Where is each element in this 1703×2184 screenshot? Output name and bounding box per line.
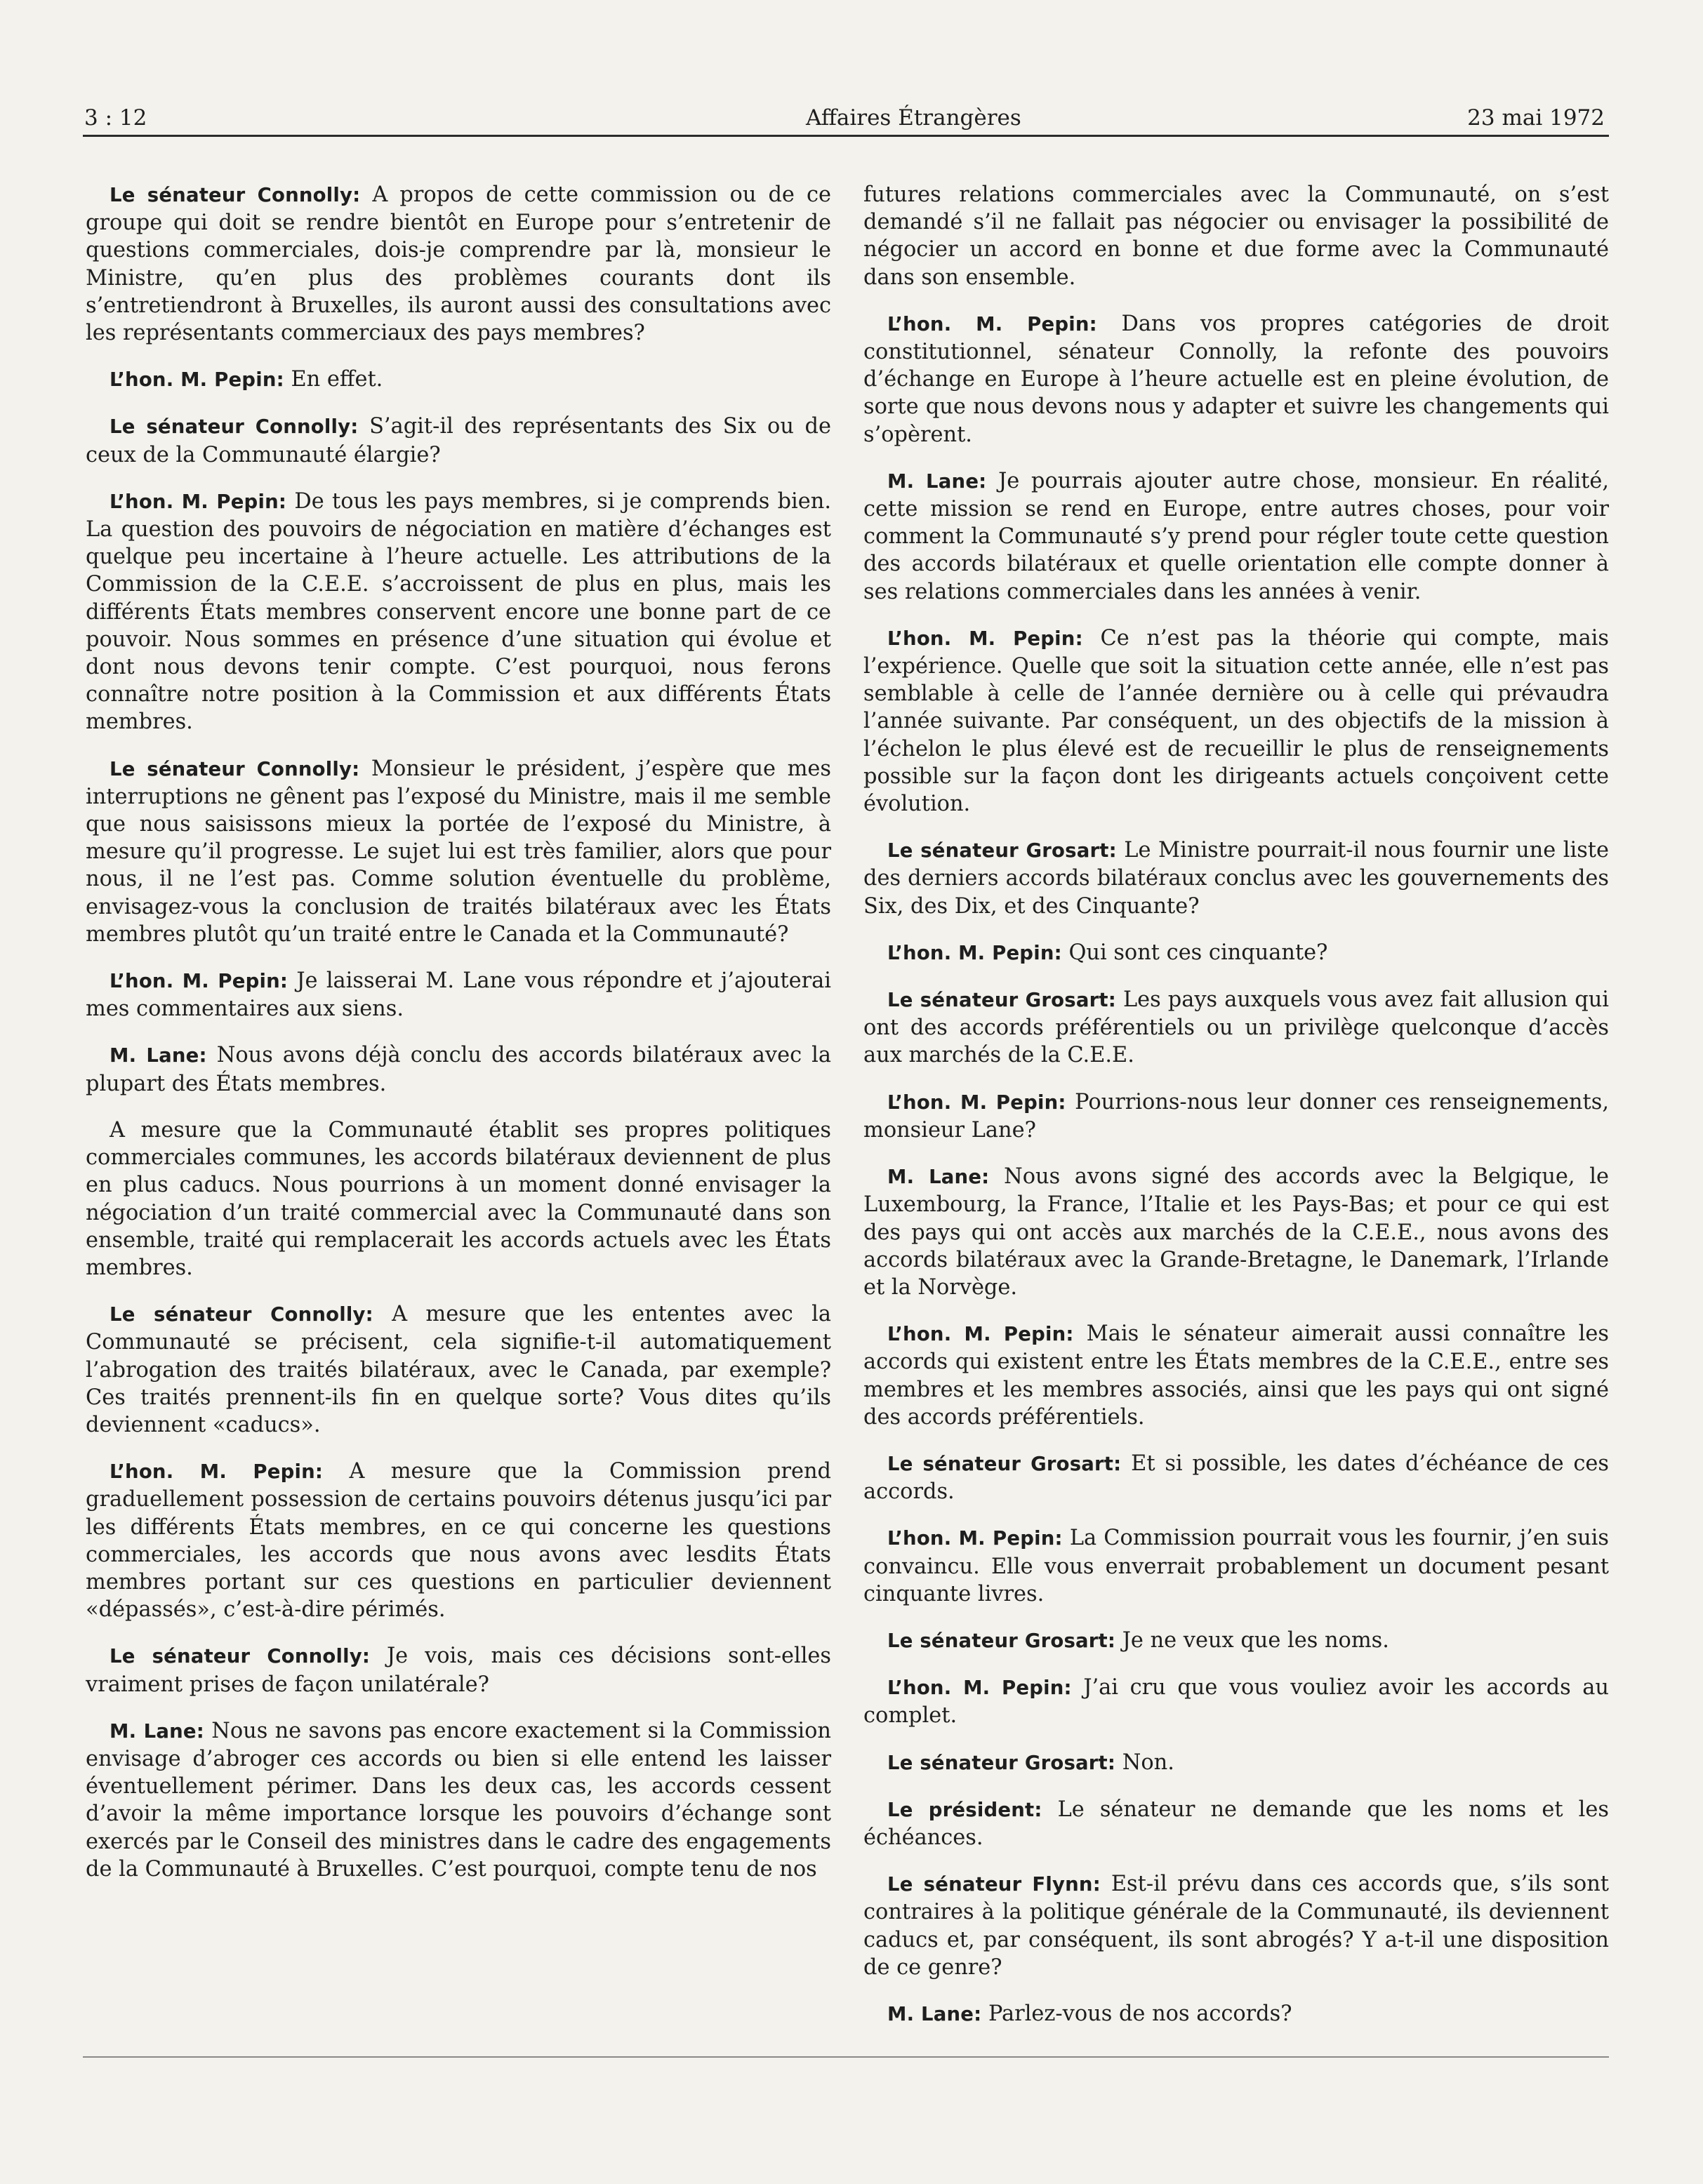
transcript-paragraph <box>863 939 1609 967</box>
paragraph-text: De tous les pays membres, si je comprends bien. La question des pouvoirs de négociation en matière d’échanges est quelque peu incertaine à l’heure actuelle. Les attributions de la Commission de la C.E.E. s’accroissent de plus en plus, mais les différents États membres conservent encore une bonne part de ce pouvoir. Nous sommes en présence d’une situation qui évolue et dont nous devons tenir compte. C’est pourquoi, nous ferons connaître notre position à la Commission et aux différents États membres. <box>86 488 831 735</box>
transcript-paragraph <box>863 1627 1609 1655</box>
transcript-paragraph <box>86 1642 831 1698</box>
speaker-name: Le sénateur Flynn: <box>887 1873 1101 1896</box>
speaker-name: Le sénateur Connolly: <box>110 1303 373 1326</box>
transcript-paragraph <box>86 366 831 394</box>
paragraph-text: A propos de cette commission ou de ce groupe qui doit se rendre bientôt en Europe pour s’entretenir de questions commerciales, dois-je comprendre par là, monsieur le Ministre, qu’en plus des problèmes courants dont ils s’entretiendront à Bruxelles, ils auront aussi des consultations avec les représentants commerciaux des pays membres? <box>86 182 831 346</box>
header-date: 23 mai 1972 <box>1467 105 1605 131</box>
transcript-paragraph <box>86 755 831 948</box>
paragraph-text: Nous ne savons pas encore exactement si la Commission envisage d’abroger ces accords ou bien si elle entend les laisser éventuellement périmer. Dans les deux cas, les accords cessent d’avoir la même importance lorsque les pouvoirs d’échange sont exercés par le Conseil des ministres dans le cadre des engagements de la Communauté à Bruxelles. C’est pourquoi, compte tenu de nos <box>86 1718 831 1882</box>
speaker-name: L’hon. M. Pepin: <box>887 1323 1074 1346</box>
running-title: Affaires Étrangères <box>806 105 1021 131</box>
transcript-paragraph <box>863 1674 1609 1729</box>
transcript-paragraph <box>863 1088 1609 1144</box>
speaker-name: Le sénateur Grosart: <box>887 1751 1116 1774</box>
transcript-paragraph <box>86 1717 831 1883</box>
speaker-name: Le sénateur Grosart: <box>887 989 1116 1012</box>
transcript-paragraph <box>863 2000 1609 2028</box>
paragraph-text: Nous avons signé des accords avec la Belgique, le Luxembourg, la France, l’Italie et les Pays-Bas; et pour ce qui est des pays qui ont accès aux marchés de la C.E.E., nous avons des accords bilatéraux avec la Grande-Bretagne, le Danemark, l’Irlande et la Norvège. <box>863 1164 1609 1300</box>
paragraph-text: Ce n’est pas la théorie qui compte, mais l’expérience. Quelle que soit la situation cette année, elle n’est pas semblable à celle de l’année dernière ou à celle qui prévaudra l’année suivante. Par conséquent, un des objectifs de la mission à l’échelon le plus élevé est de recueillir le plus de renseignements possible sur la façon dont les dirigeants actuels conçoivent cette évolution. <box>863 625 1610 817</box>
transcript-paragraph <box>86 1458 831 1623</box>
transcript-paragraph <box>863 1524 1609 1608</box>
transcript-paragraph <box>863 467 1609 606</box>
paragraph-text: Je vois, mais ces décisions sont-elles vraiment prises de façon unilatérale? <box>86 1644 831 1697</box>
speaker-name: L’hon. M. Pepin: <box>110 970 289 993</box>
right-column <box>863 181 1609 2047</box>
paragraph-text: Les pays auxquels vous avez fait allusion qui ont des accords préférentiels ou un privilège quelconque d’accès aux marchés de la C.E.E. <box>863 987 1609 1068</box>
transcript-paragraph <box>86 488 831 736</box>
paragraph-text: En effet. <box>291 367 383 392</box>
transcript-paragraph <box>86 181 831 347</box>
speaker-name: M. Lane: <box>887 1166 990 1189</box>
paragraph-text: A mesure que la Commission prend graduellement possession de certains pouvoirs détenus jusqu’ici par les différents États membres, en ce qui concerne les questions commerciales, les accords que nous avons avec lesdits États membres portant sur ces questions en particulier deviennent «dépassés», c’est-à-dire périmés. <box>86 1459 832 1623</box>
transcript-paragraph <box>86 413 831 468</box>
paragraph-text: Le Ministre pourrait-il nous fournir une liste des derniers accords bilatéraux conclus avec les gouvernements des Six, des Dix, et des Cinquante? <box>863 838 1609 919</box>
transcript-paragraph <box>863 181 1609 291</box>
paragraph-text: Le sénateur ne demande que les noms et les échéances. <box>863 1797 1609 1850</box>
paragraph-text: A mesure que la Communauté établit ses propres politiques commerciales communes, les accords bilatéraux deviennent de plus en plus caducs. Nous pourrions à un moment donné envisager la négociation d’un traité commercial avec la Communauté dans son ensemble, traité qui remplacerait les accords actuels avec les États membres. <box>86 1117 831 1280</box>
speaker-name: L’hon. M. Pepin: <box>887 312 1097 335</box>
paragraph-text: Qui sont ces cinquante? <box>1068 940 1328 965</box>
speaker-name: Le président: <box>887 1798 1042 1821</box>
speaker-name: Le sénateur Grosart: <box>887 1629 1116 1652</box>
speaker-name: L’hon. M. Pepin: <box>110 1460 324 1484</box>
paragraph-text: S’agit-il des représentants des Six ou de ceux de la Communauté élargie? <box>86 414 832 467</box>
transcript-paragraph <box>863 1749 1609 1777</box>
transcript-paragraph <box>863 986 1609 1070</box>
transcript-paragraph <box>863 310 1609 448</box>
transcript-paragraph <box>86 1300 831 1439</box>
speaker-name: Le sénateur Grosart: <box>887 839 1117 863</box>
speaker-name: L’hon. M. Pepin: <box>110 368 284 392</box>
paragraph-text: Et si possible, les dates d’échéance de ces accords. <box>863 1451 1609 1505</box>
paragraph-text: Je ne veux que les noms. <box>1122 1627 1389 1653</box>
transcript-paragraph <box>86 967 831 1023</box>
speaker-name: L’hon. M. Pepin: <box>887 1091 1066 1114</box>
paragraph-text: Monsieur le président, j’espère que mes interruptions ne gênent pas l’exposé du Ministre, mais il me semble que nous saisissons mieux la portée de l’exposé du Ministre, à mesure qu’il progresse. Le sujet lui est très familier, alors que pour nous, il ne l’est pas. Comme solution éventuelle du problème, envisagez-vous la conclusion de traités bilatéraux avec les États membres plutôt qu’un traité entre le Canada et la Communauté? <box>86 756 832 947</box>
paragraph-text: J’ai cru que vous vouliez avoir les accords au complet. <box>863 1675 1609 1729</box>
transcript-paragraph <box>863 837 1609 920</box>
speaker-name: M. Lane: <box>110 1719 204 1743</box>
page-number: 3 : 12 <box>84 105 147 131</box>
paragraph-text: Je laisserai M. Lane vous répondre et j’ajouterai mes commentaires aux siens. <box>86 968 831 1022</box>
transcript-paragraph <box>86 1117 831 1281</box>
transcript-paragraph <box>863 1450 1609 1505</box>
transcript-paragraph <box>86 1041 831 1097</box>
speaker-name: Le sénateur Grosart: <box>887 1452 1122 1475</box>
paragraph-text: Dans vos propres catégories de droit constitutionnel, sénateur Connolly, la refonte des pouvoirs d’échange en Europe à l’heure actuelle est en pleine évolution, de sorte que nous devons nous y adapter et suivre les changements qui s’opèrent. <box>863 311 1609 447</box>
page-header <box>83 100 1609 137</box>
bottom-rule <box>83 2056 1609 2058</box>
speaker-name: Le sénateur Connolly: <box>110 415 359 439</box>
speaker-name: L’hon. M. Pepin: <box>110 490 287 513</box>
transcript-paragraph <box>863 1870 1609 1981</box>
transcript-paragraph <box>863 1320 1609 1431</box>
speaker-name: L’hon. M. Pepin: <box>887 1527 1063 1550</box>
paragraph-text: futures relations commerciales avec la Communauté, on s’est demandé s’il ne fallait pas négocier ou envisager la possibilité de négocier un accord en bonne et due forme avec la Communauté dans son ensemble. <box>863 182 1609 290</box>
speaker-name: M. Lane: <box>110 1044 207 1067</box>
left-column <box>86 181 831 1902</box>
transcript-paragraph <box>863 1163 1609 1301</box>
paragraph-text: Je pourrais ajouter autre chose, monsieur. En réalité, cette mission se rend en Europe, entre autres choses, pour voir comment la Communauté s’y prend pour régler toute cette question des accords bilatéraux et quelle orientation elle compte donner à ses relations commerciales dans les années à venir. <box>863 468 1609 604</box>
speaker-name: Le sénateur Connolly: <box>110 1645 371 1668</box>
paragraph-text: Parlez-vous de nos accords? <box>988 2001 1292 2026</box>
paragraph-text: Est-il prévu dans ces accords que, s’ils sont contraires à la politique générale de la Communauté, ils deviennent caducs et, par conséquent, ils sont abrogés? Y a-t-il une disposition de ce genre? <box>863 1872 1609 1980</box>
speaker-name: Le sénateur Connolly: <box>110 757 360 780</box>
paragraph-text: Mais le sénateur aimerait aussi connaître les accords qui existent entre les États membres de la C.E.E., entre ses membres et les membres associés, ainsi que les pays qui ont signé des accords préférentiels. <box>863 1321 1609 1430</box>
transcript-paragraph <box>863 625 1609 818</box>
speaker-name: L’hon. M. Pepin: <box>887 941 1062 964</box>
paragraph-text: La Commission pourrait vous les fournir, j’en suis convaincu. Elle vous enverrait probablement un document pesant cinquante livres. <box>863 1526 1609 1606</box>
paragraph-text: Pourrions-nous leur donner ces renseignements, monsieur Lane? <box>863 1089 1609 1143</box>
transcript-paragraph <box>863 1796 1609 1851</box>
speaker-name: M. Lane: <box>887 2002 982 2025</box>
paragraph-text: Nous avons déjà conclu des accords bilatéraux avec la plupart des États membres. <box>86 1043 831 1096</box>
paragraph-text: A mesure que les ententes avec la Communauté se précisent, cela signifie-t-il automatiquement l’abrogation des traités bilatéraux, avec le Canada, par exemple? Ces traités prennent-ils fin en quelque sorte? Vous dites qu’ils deviennent «caducs». <box>86 1302 831 1437</box>
speaker-name: L’hon. M. Pepin: <box>887 1677 1072 1700</box>
speaker-name: M. Lane: <box>887 470 987 493</box>
paragraph-text: Non. <box>1122 1750 1174 1775</box>
speaker-name: Le sénateur Connolly: <box>110 184 361 206</box>
speaker-name: L’hon. M. Pepin: <box>887 627 1083 650</box>
